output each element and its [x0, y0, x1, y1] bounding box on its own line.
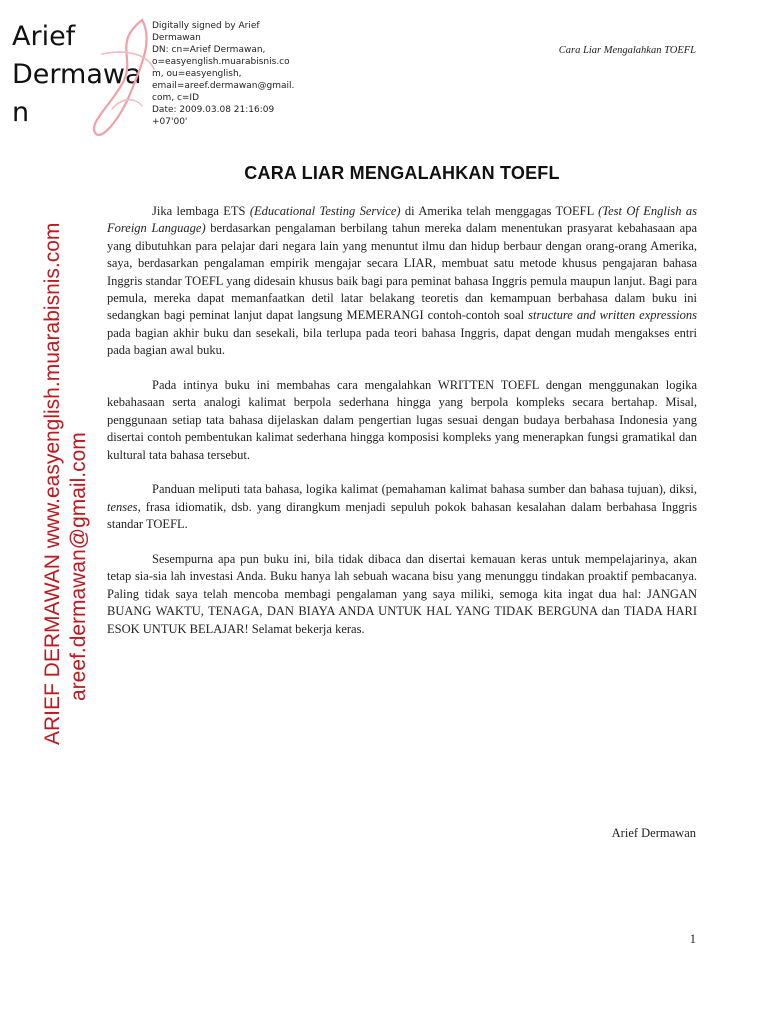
signature-detail-line: +07'00'	[152, 117, 188, 127]
text-run: Panduan meliputi tata bahasa, logika kalimat (pemahaman kalimat bahasa sumber dan bahasa tujuan), diksi,	[152, 482, 697, 497]
signature-name-line-1: Arief	[12, 21, 76, 52]
text-run: , frasa idiomatik, dsb. yang dirangkum menjadi sepuluh pokok bahasan kesalahan dalam berbahasa Inggris standar TOEFL.	[107, 499, 697, 532]
vertical-sidebar-text	[40, 222, 92, 745]
document-title: CARA LIAR MENGALAHKAN TOEFL	[244, 163, 560, 183]
digital-signature-details	[152, 20, 302, 128]
signature-name-line-2: Dermawa	[12, 59, 142, 90]
sidebar-line-2: areef.dermawan@gmail.com	[67, 432, 90, 701]
signature-detail-line: email=areef.dermawan@gmail.	[152, 81, 295, 91]
italic-text: (Educational Testing Service)	[249, 204, 401, 218]
text-run: Sesempurna apa pun buku ini, bila tidak dibaca dan disertai kemauan keras untuk mempelajarinya, akan tetap sia-sia lah investasi Anda. Buku hanya lah sebuah wacana bisu yang menunggu tindakan proaktif pembacanya. Paling tidak saya telah mencoba membagi pengalaman yang saya miliki, semoga kita ingat dua hal: JANGAN BUANG WAKTU, TENAGA, DAN BIAYA ANDA UNTUK HAL YANG TIDAK BERGUNA dan TIADA HARI ESOK UNTUK BELAJAR! Selamat bekerja keras.	[107, 552, 697, 636]
signature-detail-line: Date: 2009.03.08 21:16:09	[152, 105, 275, 115]
document-body	[107, 203, 697, 656]
signature-detail-line: m, ou=easyenglish,	[152, 69, 242, 79]
text-run: pada bagian akhir buku dan sesekali, bila terlupa pada teori bahasa Inggris, dapat dengan mudah mengakses entri pada bagian awal buku.	[107, 325, 697, 358]
text-run: Jika lembaga ETS	[152, 204, 250, 218]
signature-swash-icon	[82, 14, 162, 139]
running-header: Cara Liar Mengalahkan TOEFL	[558, 45, 696, 56]
signature-detail-line: Dermawan	[152, 33, 201, 43]
signature-detail-line: com, c=ID	[152, 93, 200, 103]
text-run: di Amerika telah menggagas TOEFL	[400, 204, 599, 218]
italic-text: structure and written expressions	[528, 308, 698, 323]
paragraph	[107, 481, 697, 533]
paragraph	[107, 551, 697, 638]
author-name: Arief Dermawan	[611, 826, 696, 840]
sidebar-line-1: ARIEF DERMAWAN www.easyenglish.muarabisnis.com	[41, 222, 64, 745]
italic-text: (Test Of English as Foreign Language)	[107, 204, 697, 236]
signature-detail-line: DN: cn=Arief Dermawan,	[152, 45, 266, 55]
signature-detail-line: o=easyenglish.muarabisnis.co	[152, 57, 290, 67]
signature-name-line-3: n	[12, 97, 30, 128]
text-run: Pada intinya buku ini membahas cara mengalahkan WRITTEN TOEFL dengan menggunakan logika kebahasaan serta analogi kalimat berpola sederhana hingga yang berpola kompleks secara bertahap. Misal, penggunaan setiap tata bahasa dijelaskan dalam pengertian lugas sesuai dengan budaya berbahasa Indonesia yang disertai contoh pembentukan kalimat sederhana hingga komposisi kompleks yang menerapkan fungsi gramatikal dan kultural tata bahasa tersebut.	[107, 378, 697, 462]
paragraph	[107, 203, 697, 360]
signature-detail-line: Digitally signed by Arief	[152, 21, 260, 31]
italic-text: tenses	[107, 499, 138, 514]
paragraph	[107, 377, 697, 464]
page-number: 1	[689, 932, 696, 946]
text-run: berdasarkan pengalaman berbilang tahun mereka dalam menentukan prasyarat kebahasaan apa yang dibutuhkan para pelajar dari negara lain yang menuntut ilmu dan hidup berbaur dengan orang-orang Amerika, saya, berdasarkan pengalaman empirik mengajar secara LIAR, membuat satu metode khusus pengajaran bahasa Inggris standar TOEFL yang didesain khusus baik bagi para peminat bahasa Inggris pemula maupun lanjut. Bagi para pemula, mereka dapat memanfaatkan detil latar belakang teoretis dan kemampuan berbahasa dalam buku ini sedangkan bagi peminat lanjut dapat langsung MEMERANGI contoh-contoh soal	[107, 221, 697, 323]
